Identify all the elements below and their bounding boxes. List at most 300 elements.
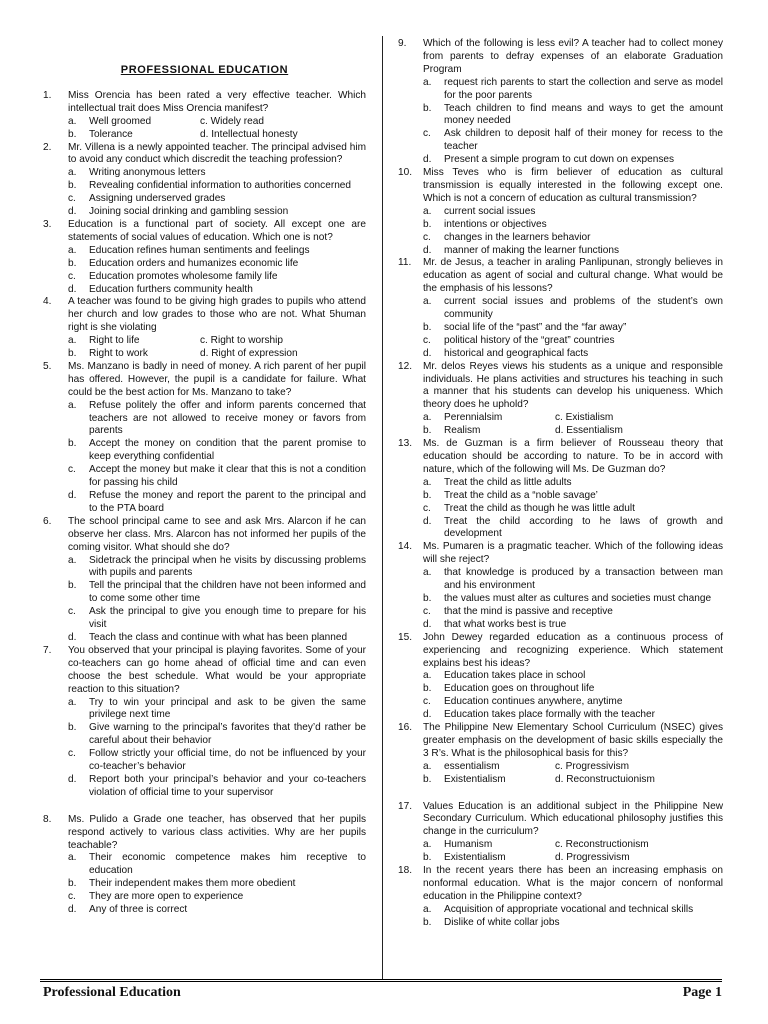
answer-option-row	[423, 774, 723, 787]
option-letter: b.	[423, 852, 432, 864]
question-number: 3.	[43, 218, 52, 230]
answer-option	[423, 567, 723, 593]
option-text: Dislike of white collar jobs	[444, 916, 560, 928]
option-letter: b.	[68, 257, 77, 269]
option-letter: a.	[68, 115, 77, 127]
answer-option	[423, 852, 555, 865]
option-letter: c.	[423, 231, 431, 243]
option-text: that what works best is true	[444, 618, 567, 630]
option-letter: d.	[68, 773, 77, 785]
question-text: A teacher was found to be giving high grades to pupils who attend her church and low grades to those who are not. What 5human right is she violating	[68, 296, 366, 334]
answer-option: c. Existialism	[555, 412, 614, 424]
answer-option	[423, 516, 723, 542]
question-item	[398, 361, 723, 438]
option-text: Well groomed	[89, 115, 152, 127]
option-text: Education furthers community health	[89, 283, 253, 295]
answer-option	[68, 555, 366, 581]
answer-options	[423, 670, 723, 722]
answer-option	[68, 580, 366, 606]
answer-option	[68, 891, 366, 904]
option-letter: a.	[68, 167, 77, 179]
question-item	[398, 438, 723, 541]
option-letter: c.	[423, 334, 431, 346]
question-stem	[398, 801, 723, 840]
answer-option-row	[423, 839, 723, 852]
answer-option-row	[68, 129, 366, 142]
option-text: that the mind is passive and receptive	[444, 605, 613, 617]
answer-options	[68, 335, 366, 361]
question-text: Ms. Pulido a Grade one teacher, has observed that her pupils respond actively to various class activities. Why are her pupils teachable?	[68, 813, 366, 851]
option-text: Treat the child according to he laws of growth and development	[444, 515, 723, 540]
option-letter: c.	[423, 128, 431, 140]
option-text: Treat the child as though he was little adult	[444, 502, 635, 514]
footer-title: Professional Education	[43, 985, 181, 1000]
question-stem	[398, 361, 723, 413]
option-letter: a.	[423, 670, 432, 682]
option-letter: b.	[423, 683, 432, 695]
answer-option	[423, 412, 555, 425]
answer-option-row	[423, 425, 723, 438]
option-letter: a.	[68, 554, 77, 566]
answer-option: d. Right of expression	[200, 348, 298, 360]
answer-options	[68, 167, 366, 219]
option-letter: c.	[423, 502, 431, 514]
question-text: Mr. delos Reyes views his students as a unique and responsible individuals. He plans activities and structures his teaching in such a manner that his students can develop his uniqueness. Which theory does he uphold?	[423, 360, 723, 411]
question-stem	[43, 296, 366, 335]
answer-option: d. Progressivism	[555, 852, 630, 864]
question-number: 11.	[398, 257, 412, 269]
answer-option	[423, 77, 723, 103]
option-text: Education goes on throughout life	[444, 683, 595, 695]
option-letter: b.	[423, 592, 432, 604]
answer-option	[423, 245, 723, 258]
option-text: current social issues	[444, 205, 536, 217]
answer-option: c. Progressivism	[555, 760, 630, 772]
answer-option	[423, 917, 723, 930]
question-text: Miss Teves who is firm believer of education as cultural transmission is equally interested in the following except one. Which is not a concern of education as cultural transmission?	[423, 167, 723, 204]
option-text: essentialism	[444, 760, 500, 772]
question-stem	[398, 541, 723, 567]
option-letter: c.	[423, 605, 431, 617]
option-text: Report both your principal’s behavior and your co-teachers violation of official time to your supervisor	[89, 773, 366, 798]
option-letter: b.	[423, 102, 432, 114]
answer-option	[68, 464, 366, 490]
question-text: John Dewey regarded education as a continuous process of experiencing and recognizing experience. Which statement explains best his ideas?	[423, 631, 723, 669]
answer-option	[68, 852, 366, 878]
option-letter: b.	[68, 438, 77, 450]
answer-option	[68, 335, 200, 348]
option-letter: b.	[68, 180, 77, 192]
answer-options	[423, 206, 723, 258]
question-stem	[398, 38, 723, 77]
option-letter: d.	[423, 347, 432, 359]
answer-option	[423, 503, 723, 516]
option-text: Refuse politely the offer and inform parents concerned that teachers are not allowed to receive money or favors from parents	[89, 399, 366, 437]
answer-option	[423, 774, 555, 787]
question-item	[398, 722, 723, 787]
answer-option	[423, 425, 555, 438]
question-item	[43, 296, 366, 361]
question-item	[398, 632, 723, 722]
question-text: Ms. Pumaren is a pragmatic teacher. Which of the following ideas will she reject?	[423, 541, 723, 566]
answer-option	[68, 206, 366, 219]
option-text: Right to work	[89, 348, 148, 360]
answer-option	[423, 696, 723, 709]
question-stem	[43, 90, 366, 116]
question-item	[43, 645, 366, 800]
answer-options	[68, 555, 366, 645]
question-stem	[43, 814, 366, 853]
answer-option	[68, 258, 366, 271]
option-letter: a.	[423, 476, 432, 488]
option-letter: d.	[423, 244, 432, 256]
page-footer	[43, 985, 722, 1001]
option-text: They are more open to experience	[89, 891, 244, 903]
answer-option	[68, 748, 366, 774]
answer-option: d. Essentialism	[555, 425, 623, 437]
answer-option	[68, 167, 366, 180]
answer-option	[423, 219, 723, 232]
option-letter: b.	[423, 773, 432, 785]
answer-option	[68, 904, 366, 917]
answer-option-row	[68, 335, 366, 348]
answer-options	[423, 296, 723, 361]
option-letter: b.	[68, 580, 77, 592]
answer-options	[68, 697, 366, 800]
answer-option-row	[68, 116, 366, 129]
question-item	[398, 38, 723, 167]
document-title: PROFESSIONAL EDUCATION	[120, 64, 289, 76]
option-text: the values must alter as cultures and societies must change	[444, 592, 712, 604]
option-letter: d.	[68, 631, 77, 643]
option-text: Accept the money but make it clear that this is not a condition for passing his child	[89, 464, 366, 489]
answer-option	[423, 128, 723, 154]
option-letter: d.	[68, 206, 77, 218]
answer-options	[68, 400, 366, 516]
answer-option	[423, 619, 723, 632]
answer-options	[423, 477, 723, 542]
answer-option	[68, 606, 366, 632]
question-item	[398, 801, 723, 866]
option-letter: c.	[68, 606, 76, 618]
option-text: Follow strictly your official time, do not be influenced by your co-teacher’s behavior	[89, 748, 366, 773]
answer-option	[68, 722, 366, 748]
question-stem	[398, 438, 723, 477]
option-text: Writing anonymous letters	[89, 167, 206, 179]
right-question-list	[398, 38, 723, 930]
question-number: 16.	[398, 722, 413, 734]
option-letter: d.	[68, 490, 77, 501]
option-text: request rich parents to start the collection and serve as model for the poor parents	[444, 76, 723, 101]
answer-option: c. Widely read	[200, 115, 264, 127]
answer-options	[423, 567, 723, 632]
question-number: 1.	[43, 89, 52, 101]
question-stem	[43, 219, 366, 245]
answer-option	[423, 904, 723, 917]
answer-option: c. Reconstructionism	[555, 839, 649, 851]
option-text: Joining social drinking and gambling session	[89, 206, 289, 218]
answer-option	[68, 116, 200, 129]
answer-option	[68, 348, 200, 361]
answer-option	[68, 271, 366, 284]
option-letter: b.	[68, 348, 77, 360]
question-gap	[43, 800, 366, 814]
option-text: Ask the principal to give you enough time to prepare for his visit	[89, 606, 366, 631]
answer-option	[68, 284, 366, 297]
answer-option	[68, 697, 366, 723]
option-letter: a.	[423, 760, 432, 772]
question-text: Which of the following is less evil? A teacher had to collect money from parents to defray expenses of an elaborate Graduation Program	[423, 38, 723, 75]
option-text: Treat the child as a “noble savage’	[444, 489, 598, 501]
question-number: 6.	[43, 515, 52, 527]
option-text: Education takes place in school	[444, 670, 586, 682]
option-letter: a.	[423, 903, 432, 915]
option-letter: c.	[423, 696, 431, 708]
question-text: In the recent years there has been an increasing emphasis on nonformal education. What is the major concern of nonformal education in the Philippine context?	[423, 865, 723, 902]
question-stem	[398, 632, 723, 671]
question-item	[43, 361, 366, 516]
option-letter: b.	[423, 218, 432, 230]
option-letter: a.	[423, 296, 432, 308]
question-item	[398, 541, 723, 631]
question-stem	[43, 516, 366, 555]
question-stem	[43, 361, 366, 400]
answer-options	[68, 116, 366, 142]
option-text: political history of the “great” countries	[444, 334, 615, 346]
question-number: 8.	[43, 813, 52, 825]
option-text: Acquisition of appropriate vocational and technical skills	[444, 903, 694, 915]
option-text: Assigning underserved grades	[89, 193, 226, 205]
question-item	[43, 814, 366, 917]
answer-option	[423, 154, 723, 167]
option-letter: b.	[423, 916, 432, 928]
answer-option	[68, 180, 366, 193]
option-text: Perennialsim	[444, 412, 503, 424]
option-text: Education takes place formally with the teacher	[444, 709, 655, 721]
option-text: Education promotes wholesome family life	[89, 270, 278, 282]
question-stem	[43, 142, 366, 168]
answer-options	[68, 852, 366, 917]
question-number: 9.	[398, 38, 407, 49]
question-number: 18.	[398, 865, 413, 877]
option-letter: c.	[68, 891, 76, 903]
question-stem	[398, 722, 723, 761]
question-text: Education is a functional part of society. All except one are statements of social values of education. Which one is not?	[68, 218, 366, 243]
option-letter: b.	[423, 425, 432, 437]
answer-options	[423, 839, 723, 865]
option-letter: d.	[423, 154, 432, 166]
answer-option	[423, 670, 723, 683]
option-letter: a.	[68, 335, 77, 347]
option-text: Teach children to find means and ways to get the amount money needed	[444, 102, 723, 127]
question-stem	[398, 167, 723, 206]
answer-options	[423, 904, 723, 930]
answer-options	[423, 412, 723, 438]
answer-option	[68, 400, 366, 439]
question-item	[398, 865, 723, 930]
question-number: 10.	[398, 167, 413, 179]
option-text: Their economic competence makes him receptive to education	[89, 852, 366, 877]
option-letter: c.	[68, 270, 76, 282]
option-letter: b.	[68, 128, 77, 140]
question-number: 4.	[43, 296, 52, 308]
question-text: Miss Orencia has been rated a very effective teacher. Which intellectual trait does Miss Orencia manifest?	[68, 89, 366, 114]
option-letter: a.	[68, 852, 77, 864]
option-letter: c.	[68, 748, 76, 760]
answer-option	[423, 490, 723, 503]
option-text: Treat the child as little adults	[444, 476, 572, 488]
answer-options	[68, 245, 366, 297]
option-text: historical and geographical facts	[444, 347, 589, 359]
question-item	[398, 257, 723, 360]
footer-rule-top	[40, 979, 722, 980]
option-text: Education refines human sentiments and feelings	[89, 244, 310, 256]
answer-option	[423, 103, 723, 129]
option-letter: c.	[68, 464, 76, 476]
option-text: Give warning to the principal’s favorites that they’d rather be careful about their behavior	[89, 722, 366, 747]
answer-option	[423, 296, 723, 322]
question-number: 15.	[398, 631, 413, 643]
answer-option: d. Intellectual honesty	[200, 128, 298, 140]
answer-option	[423, 839, 555, 852]
question-stem	[398, 865, 723, 904]
question-number: 14.	[398, 541, 413, 553]
answer-option	[423, 322, 723, 335]
answer-option	[423, 606, 723, 619]
answer-option	[423, 335, 723, 348]
question-stem	[43, 645, 366, 697]
option-text: Existentialism	[444, 773, 506, 785]
column-divider	[382, 36, 383, 980]
option-text: Humanism	[444, 839, 493, 851]
option-letter: a.	[68, 244, 77, 256]
option-letter: a.	[423, 205, 432, 217]
question-stem	[398, 257, 723, 296]
answer-option	[423, 593, 723, 606]
option-letter: d.	[423, 515, 432, 527]
left-question-list	[43, 90, 366, 917]
answer-option	[68, 129, 200, 142]
option-text: Education continues anywhere, anytime	[444, 696, 623, 708]
left-column	[43, 38, 366, 917]
question-item	[43, 142, 366, 219]
option-letter: d.	[423, 618, 432, 630]
option-text: social life of the “past” and the “far away”	[444, 321, 627, 333]
option-text: Their independent makes them more obedient	[89, 878, 296, 890]
option-text: intentions or objectives	[444, 218, 547, 230]
question-item	[43, 219, 366, 296]
answer-option	[423, 683, 723, 696]
option-letter: d.	[423, 709, 432, 721]
option-text: that knowledge is produced by a transaction between man and his environment	[444, 567, 723, 592]
answer-option-row	[423, 852, 723, 865]
answer-option	[423, 761, 555, 774]
option-letter: b.	[423, 489, 432, 501]
answer-option	[423, 206, 723, 219]
answer-option-row	[423, 761, 723, 774]
answer-option-row	[423, 412, 723, 425]
answer-option	[423, 477, 723, 490]
option-letter: d.	[68, 904, 77, 916]
page-number: Page 1	[682, 985, 722, 1000]
question-item	[43, 516, 366, 645]
option-text: Teach the class and continue with what has been planned	[89, 631, 348, 643]
option-letter: a.	[423, 76, 432, 88]
question-text: The school principal came to see and ask Mrs. Alarcon if he can observe her class. Mrs. Alarcon has not informed her pupils of the coming visitor. What should she do?	[68, 515, 366, 553]
option-letter: b.	[423, 321, 432, 333]
answer-option: d. Reconstructuionism	[555, 773, 655, 785]
option-letter: a.	[423, 567, 432, 579]
option-text: Education orders and humanizes economic life	[89, 257, 299, 269]
question-item	[43, 90, 366, 142]
answer-option	[68, 632, 366, 645]
option-letter: a.	[423, 839, 432, 851]
option-text: Try to win your principal and ask to be given the same privilege next time	[89, 696, 366, 721]
option-text: Refuse the money and report the parent to the principal and to the PTA board	[89, 490, 366, 514]
answer-option	[423, 232, 723, 245]
right-column	[398, 38, 723, 930]
answer-option	[68, 774, 366, 800]
option-text: Accept the money on condition that the parent promise to keep everything confidential	[89, 438, 366, 463]
question-text: Mr. de Jesus, a teacher in araling Panlipunan, strongly believes in education as agent of social and cultural change. What would be the emphasis of his lessons?	[423, 257, 723, 295]
answer-options	[423, 761, 723, 787]
option-text: Ask children to deposit half of their money for recess to the teacher	[444, 128, 723, 153]
option-text: Right to life	[89, 335, 140, 347]
option-letter: a.	[68, 696, 77, 708]
option-text: current social issues and problems of the student’s own community	[444, 296, 723, 321]
option-letter: c.	[68, 193, 76, 205]
option-text: Sidetrack the principal when he visits by discussing problems with pupils and parents	[89, 554, 366, 579]
option-text: Tolerance	[89, 128, 133, 140]
footer-rule-bottom	[40, 981, 722, 982]
answer-option	[68, 490, 366, 516]
question-gap	[398, 787, 723, 801]
question-text: Mr. Villena is a newly appointed teacher. The principal advised him to avoid any conduct which discredit the teaching profession?	[68, 141, 366, 166]
option-letter: b.	[68, 722, 77, 734]
question-number: 2.	[43, 141, 52, 153]
question-text: Values Education is an additional subject in the Philippine New Secondary Curriculum. Which educational philosophy justifies this change in the curriculum?	[423, 800, 723, 838]
option-text: manner of making the learner functions	[444, 244, 620, 256]
question-number: 12.	[398, 360, 413, 372]
option-text: changes in the learners behavior	[444, 231, 591, 243]
answer-option	[68, 245, 366, 258]
option-text: Tell the principal that the children have not been informed and to come some other time	[89, 580, 366, 605]
answer-option	[423, 348, 723, 361]
option-text: Realism	[444, 425, 481, 437]
answer-option	[68, 878, 366, 891]
answer-option	[68, 193, 366, 206]
option-text: Existentialism	[444, 852, 506, 864]
question-text: You observed that your principal is playing favorites. Some of your co-teachers can go home ahead of official time and can even choose the best schedule. What would be your appropriate reaction to this situation?	[68, 644, 366, 695]
answer-option-row	[68, 348, 366, 361]
option-letter: d.	[68, 283, 77, 295]
answer-option	[68, 438, 366, 464]
question-text: Ms. Manzano is badly in need of money. A rich parent of her pupil has offered. However, the pupil is a candidate for failure. What could be the best action for Ms. Manzano to take?	[68, 360, 366, 398]
option-letter: a.	[423, 412, 432, 424]
option-letter: b.	[68, 878, 77, 890]
option-text: Present a simple program to cut down on expenses	[444, 154, 675, 166]
question-text: Ms. de Guzman is a firm believer of Rousseau theory that education should be according to nature. To be in accord with nature, which of the following will Ms. De Guzman do?	[423, 438, 723, 475]
option-text: Revealing confidential information to authorities concerned	[89, 180, 352, 192]
answer-option	[423, 709, 723, 722]
question-item	[398, 167, 723, 257]
answer-option: c. Right to worship	[200, 335, 284, 347]
answer-options	[423, 77, 723, 167]
option-letter: a.	[68, 399, 77, 411]
option-text: Any of three is correct	[89, 904, 188, 916]
question-number: 13.	[398, 438, 413, 450]
question-number: 7.	[43, 644, 52, 656]
